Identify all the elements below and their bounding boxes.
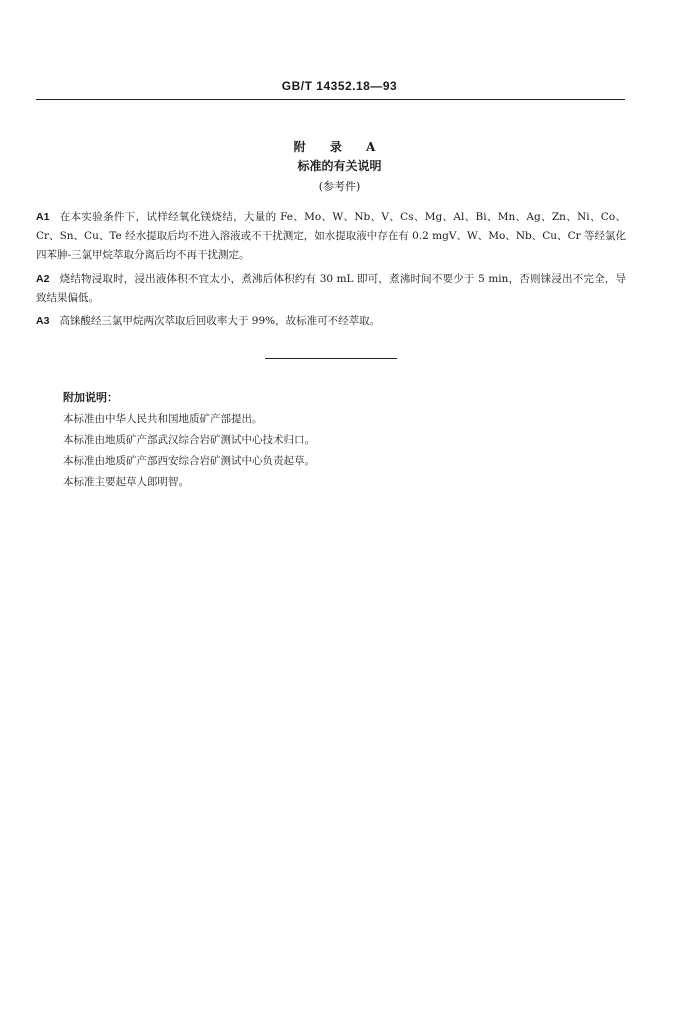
additional-notes-list <box>63 409 315 493</box>
standard-code-header: GB/T 14352.18—93 <box>281 79 398 93</box>
item-text: 烧结物浸取时，浸出液体积不宜太小，煮沸后体积约有 30 mL 即可，煮沸时间不要少于 5 min，否则铼浸出不完全，导致结果偏低。 <box>36 273 626 304</box>
item-text: 高铼酸经三氯甲烷两次萃取后回收率大于 99%，故标准可不经萃取。 <box>59 315 381 327</box>
annex-type-note: (参考件) <box>318 180 361 193</box>
additional-notes-heading: 附加说明： <box>63 391 118 404</box>
item-label: A1 <box>36 211 50 223</box>
header-divider <box>36 99 625 100</box>
annex-item-a3 <box>36 312 626 331</box>
list-item: 本标准由地质矿产部武汉综合岩矿测试中心技术归口。 <box>63 434 315 446</box>
annex-subtitle: 标准的有关说明 <box>297 159 382 173</box>
list-item: 本标准由地质矿产部西安综合岩矿测试中心负责起草。 <box>63 455 315 467</box>
annex-title: 附 录 A <box>293 140 386 154</box>
list-item: 本标准由中华人民共和国地质矿产部提出。 <box>63 413 263 425</box>
item-label: A2 <box>36 273 50 285</box>
section-divider <box>265 358 397 359</box>
item-label: A3 <box>36 315 50 327</box>
list-item: 本标准主要起草人郎明智。 <box>63 476 189 488</box>
item-text: 在本实验条件下，试样经氧化镁烧结，大量的 Fe、Mo、W、Nb、V、Cs、Mg、Al、Bi、Mn、Ag、Zn、Ni、Co、Cr、Sn、Cu、Te 经水提取后均不进入溶液或不干扰测定，如水提取液中存在有 0.2 mgV、W、Mo、Nb、Cu、Cr 等经氯化四苯胂-三氯甲烷萃取分离后均不再干扰测定。 <box>36 211 626 261</box>
annex-item-a2 <box>36 270 626 308</box>
annex-item-a1 <box>36 208 626 265</box>
